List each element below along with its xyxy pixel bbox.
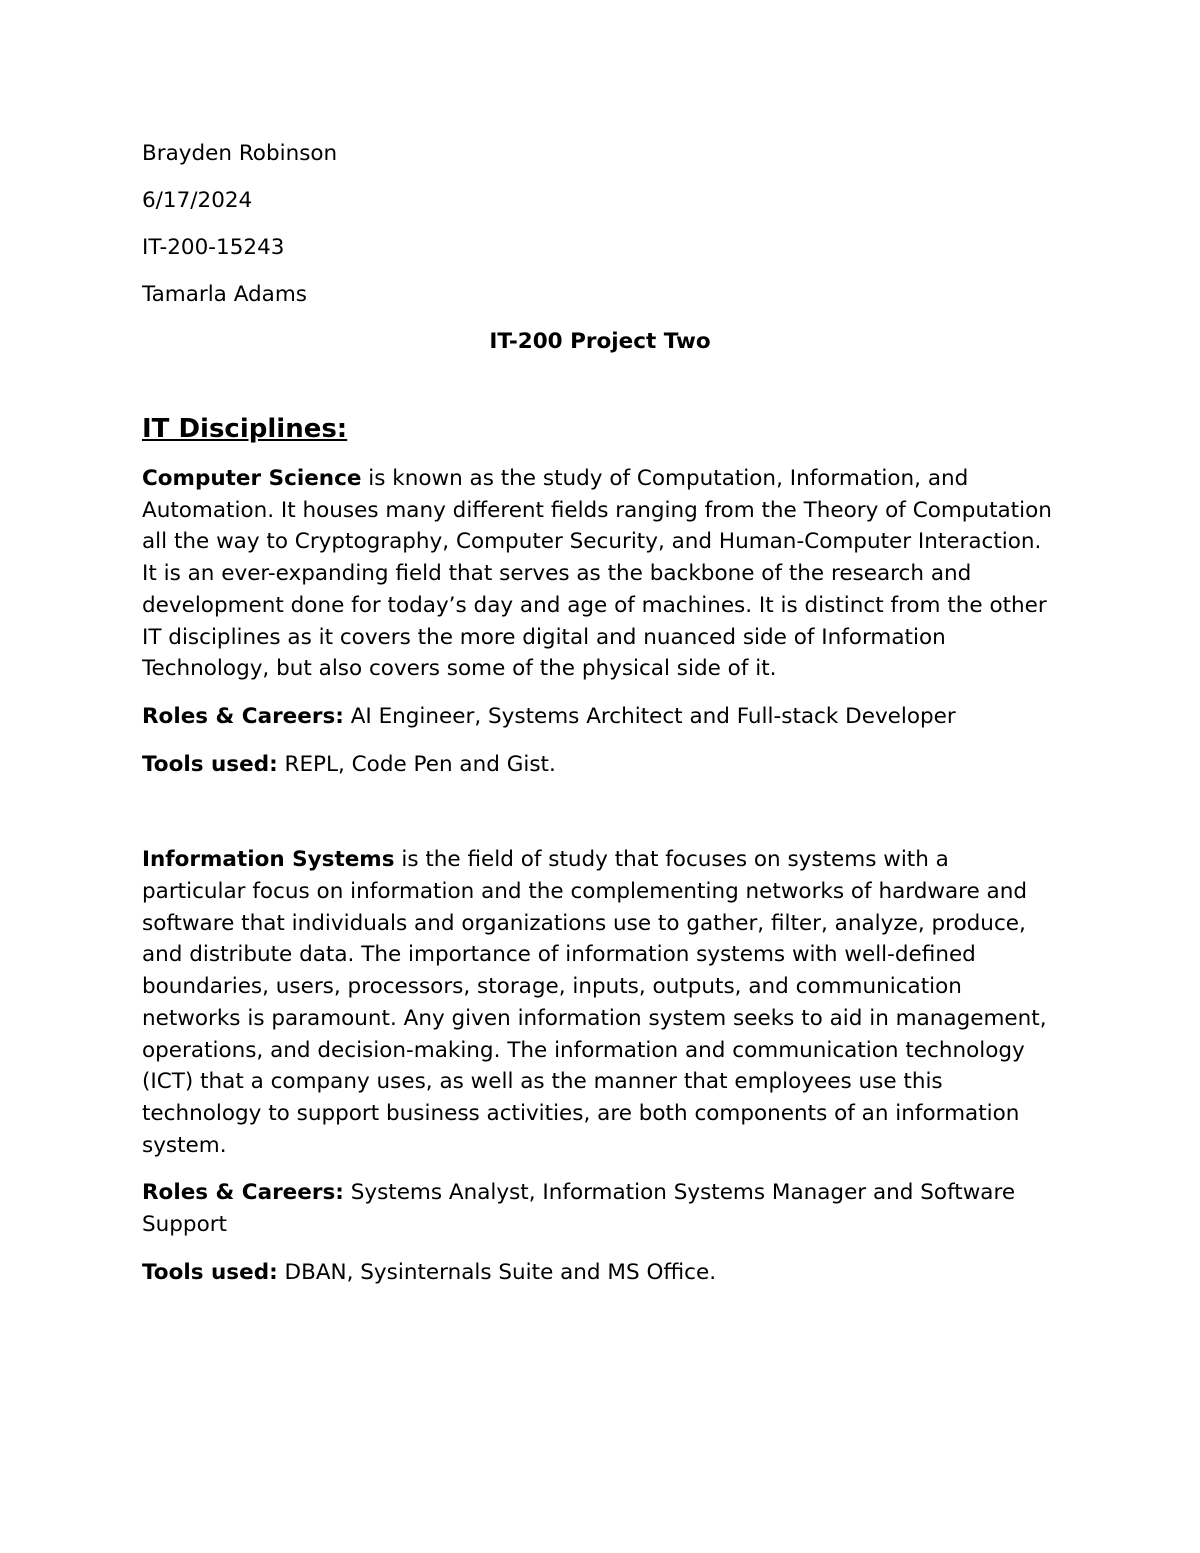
course-code: IT-200-15243	[142, 235, 285, 260]
roles-value: AI Engineer, Systems Architect and Full-stack Developer	[343, 703, 956, 729]
computer-science-roles	[142, 701, 1057, 733]
author-name: Brayden Robinson	[142, 141, 338, 166]
computer-science-description: is known as the study of Computation, Information, and Automation. It houses many different fields ranging from the Theory of Computation all the way to Cryptography, Computer Security, and Human-Computer Interaction. It is an ever-expanding field that serves as the backbone of the research and development done for today’s day and age of machines. It is distinct from the other IT disciplines as it covers the more digital and nuanced side of Information Technology, but also covers some of the physical side of it.	[142, 466, 1052, 682]
tools-value: REPL, Code Pen and Gist.	[277, 751, 556, 777]
document-page	[142, 138, 1062, 1304]
tools-label: Tools used:	[142, 1259, 278, 1285]
tools-label: Tools used:	[142, 751, 278, 777]
submission-date: 6/17/2024	[142, 188, 253, 213]
information-systems-description: is the field of study that focuses on systems with a particular focus on information and the complementing networks of hardware and software that individuals and organizations use to gather, filter, analyze, produce, and distribute data. The importance of information systems with well-defined boundaries, users, processors, storage, inputs, outputs, and communication networks is paramount. Any given information system seeks to aid in management, operations, and decision-making. The information and communication technology (ICT) that a company uses, as well as the manner that employees use this technology to support business activities, are both components of an information system.	[142, 847, 1047, 1158]
information-systems-roles	[142, 1177, 1057, 1240]
tools-value: DBAN, Sysinternals Suite and MS Office.	[277, 1259, 717, 1285]
computer-science-tools	[142, 749, 1057, 781]
roles-label: Roles & Careers:	[142, 1180, 344, 1206]
information-systems-term: Information Systems	[142, 847, 395, 873]
section-spacer	[142, 796, 1062, 844]
computer-science-paragraph	[142, 463, 1057, 685]
instructor-name: Tamarla Adams	[142, 282, 307, 307]
document-title: IT-200 Project Two	[489, 329, 711, 354]
roles-label: Roles & Careers:	[142, 703, 344, 729]
computer-science-term: Computer Science	[142, 466, 362, 491]
roles-value: Systems Analyst, Information Systems Manager and Software Support	[142, 1180, 1016, 1238]
information-systems-paragraph	[142, 844, 1057, 1161]
information-systems-tools	[142, 1257, 1057, 1289]
section-heading: IT Disciplines:	[142, 414, 348, 444]
